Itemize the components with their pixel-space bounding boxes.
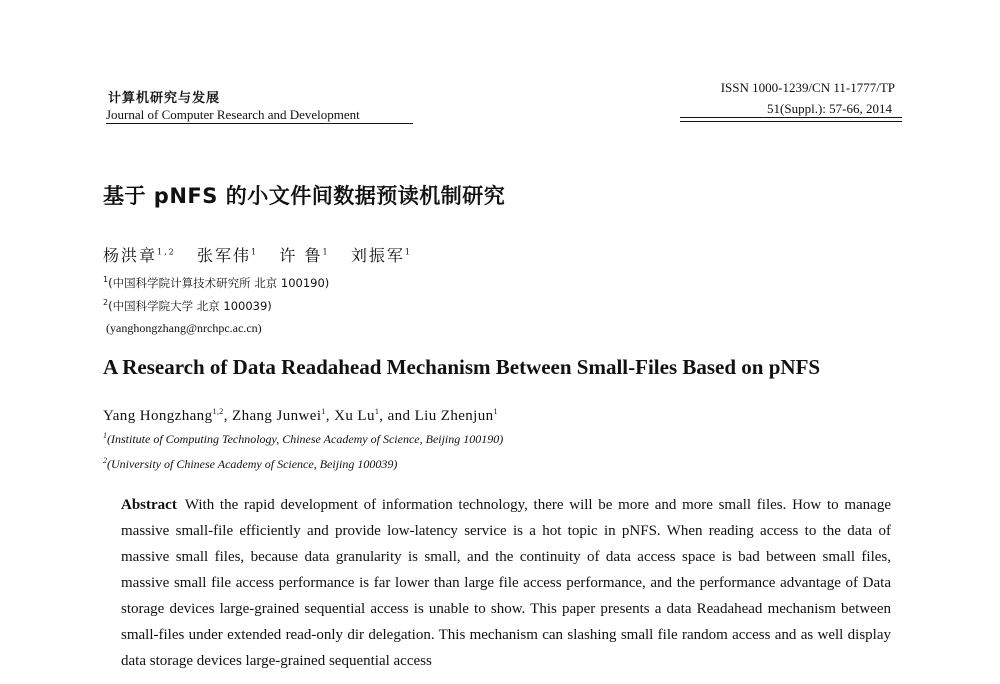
journal-title-en: Journal of Computer Research and Development bbox=[106, 107, 360, 122]
affiliation-text: (Institute of Computing Technology, Chinese Academy of Science, Beijing 100190) bbox=[107, 432, 504, 446]
author-sup: 1 bbox=[404, 247, 412, 257]
volume-pages: 51(Suppl.): 57-66, 2014 bbox=[767, 101, 892, 116]
header-rule-left bbox=[106, 123, 413, 124]
affiliation-en-1 bbox=[103, 432, 503, 447]
affiliation-text: (University of Chinese Academy of Science, Beijing 100039) bbox=[107, 457, 398, 471]
authors-en: Yang Hongzhang$^{1,2}$, Zhang Junwei$^1$, Xu Lu$^1$, and Liu Zhenjun$^1$ bbox=[103, 407, 498, 424]
abstract-paragraph bbox=[121, 492, 891, 674]
author-email: (yanghongzhang@nrchpc.ac.cn) bbox=[106, 321, 262, 335]
author-name: Liu Zhenjun bbox=[414, 408, 494, 424]
author-sup: 1 bbox=[493, 407, 498, 416]
affiliation-text: (中国科学院计算技术研究所 北京 100190) bbox=[108, 276, 330, 290]
author-name: 刘振军 bbox=[350, 246, 405, 265]
affiliation-sup: 2 bbox=[103, 456, 107, 465]
abstract-text: With the rapid development of information technology, there will be more and more small files. How to manage massive small-file efficiently and provide low-latency service is a hot topic in pNFS. When reading access to the data of massive small files, because data granularity is small, and the continuity of data access space is bad between small files, massive small file access performance is far lower than large file access performance, and the performance advantage of Data storage devices large-grained sequential access is unable to show. This paper presents a data Readahead mechanism between small-files under extended read-only dir delegation. This mechanism can slashing small file random access and as well display data storage devices large-grained sequential access bbox=[121, 497, 891, 669]
author-sup: 1 bbox=[374, 407, 380, 416]
affiliation-sup: 2 bbox=[103, 298, 109, 308]
affiliation-cn-1 bbox=[103, 275, 329, 291]
author-sup: 1,2 bbox=[212, 407, 224, 416]
author-sup: 1,2 bbox=[157, 247, 176, 257]
paper-title-cn: 基于 pNFS 的小文件间数据预读机制研究 bbox=[103, 184, 506, 208]
author-name: 许 鲁 bbox=[279, 246, 323, 265]
author-sup: 1 bbox=[251, 247, 259, 257]
author-name: Yang Hongzhang bbox=[103, 408, 213, 424]
affiliation-cn-2 bbox=[103, 298, 272, 314]
abstract-label: Abstract bbox=[121, 497, 177, 513]
author-name: 杨洪章 bbox=[103, 246, 158, 265]
affiliation-sup: 1 bbox=[103, 275, 109, 285]
author-name: Zhang Junwei bbox=[232, 408, 322, 424]
affiliation-sup: 1 bbox=[103, 431, 107, 440]
paper-title-en: A Research of Data Readahead Mechanism Between Small-Files Based on pNFS bbox=[103, 355, 821, 379]
author-sup: 1 bbox=[322, 247, 330, 257]
issn-line: ISSN 1000-1239/CN 11-1777/TP bbox=[720, 80, 895, 95]
authors-cn bbox=[103, 243, 412, 266]
author-sup: 1 bbox=[321, 407, 326, 416]
journal-title-cn: 计算机研究与发展 bbox=[108, 91, 221, 106]
author-name: Xu Lu bbox=[334, 408, 375, 424]
header-rule-right-top bbox=[680, 117, 902, 118]
author-name: 张军伟 bbox=[197, 246, 252, 265]
header-rule-right-bottom bbox=[680, 121, 902, 122]
affiliation-text: (中国科学院大学 北京 100039) bbox=[108, 299, 272, 313]
affiliation-en-2 bbox=[103, 457, 397, 472]
